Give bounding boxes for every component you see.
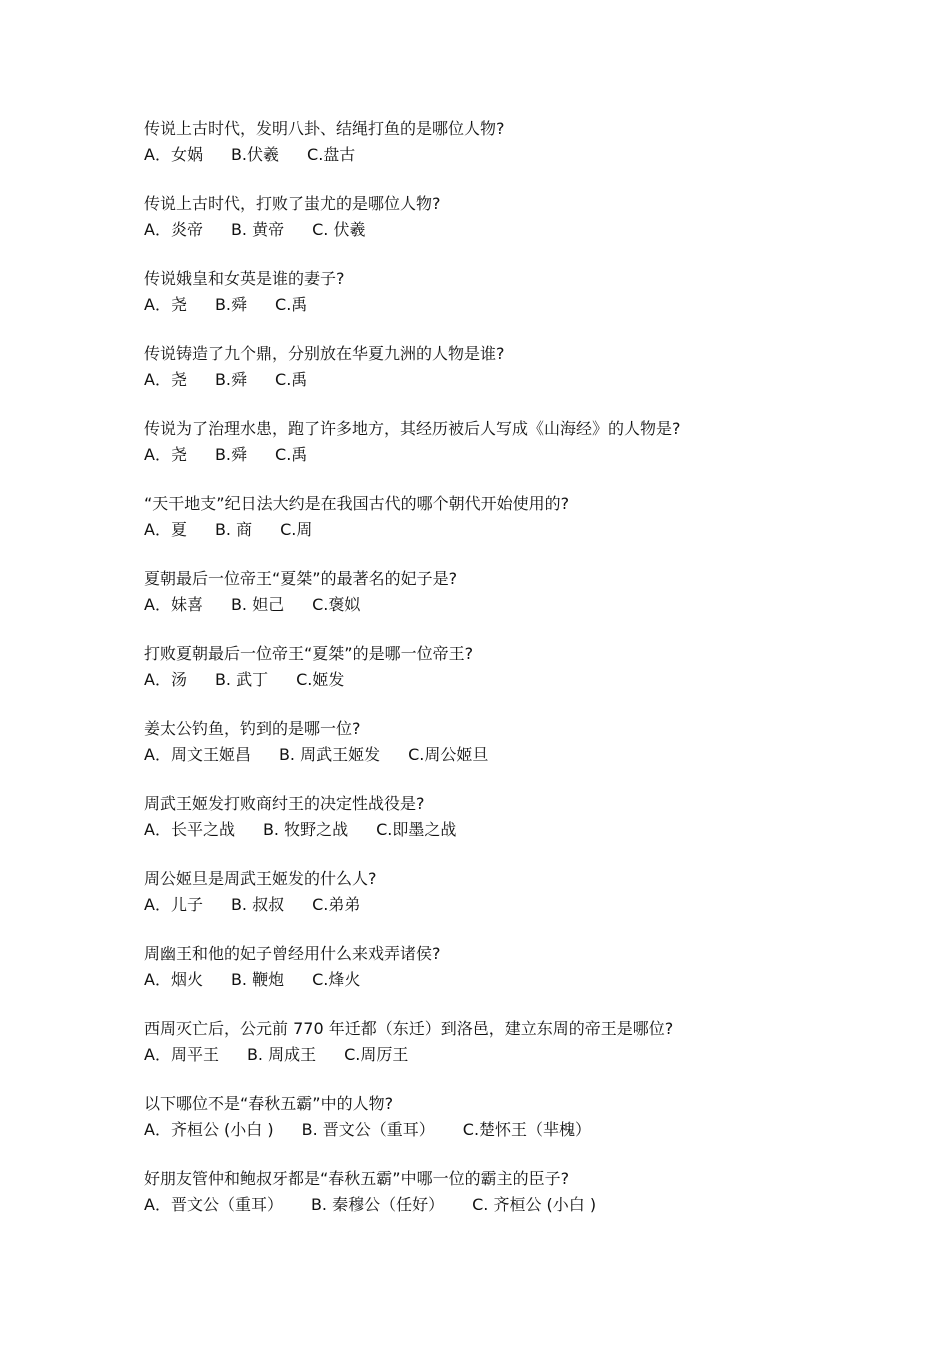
answer-option: B.舜 [214, 370, 248, 389]
question-text: 西周灭亡后，公元前 770 年迁都（东迁）到洛邑，建立东周的帝王是哪位? [144, 1019, 674, 1038]
answer-option: B. 商 [214, 520, 253, 539]
answer-option: B. 妲己 [230, 595, 285, 614]
question-text: 周幽王和他的妃子曾经用什么来戏弄诸侯? [144, 944, 441, 963]
answer-option: C.周厉王 [344, 1045, 409, 1064]
question-block [144, 718, 924, 793]
answer-option: A．晋文公（重耳） [144, 1195, 283, 1214]
answer-option: A．夏 [144, 520, 187, 539]
answer-option: C.即墨之战 [376, 820, 457, 839]
question-text: 打败夏朝最后一位帝王“夏桀”的是哪一位帝王? [144, 644, 474, 663]
options-row [144, 519, 924, 543]
answer-option: A．妹喜 [144, 595, 203, 614]
options-row [144, 669, 924, 693]
question-text: 传说为了治理水患，跑了许多地方，其经历被后人写成《山海经》的人物是? [144, 419, 681, 438]
options-row [144, 144, 924, 168]
question-block [144, 418, 924, 493]
options-row [144, 369, 924, 393]
answer-option: B.舜 [214, 295, 248, 314]
question-text: 传说铸造了九个鼎，分别放在华夏九洲的人物是谁? [144, 344, 505, 363]
question-block [144, 343, 924, 418]
answer-option: C.盘古 [307, 145, 356, 164]
answer-option: A．尧 [144, 445, 187, 464]
answer-option: C.褒姒 [312, 595, 361, 614]
answer-option: B.伏羲 [230, 145, 280, 164]
question-block [144, 1018, 924, 1093]
options-row [144, 744, 924, 768]
question-text: 传说娥皇和女英是谁的妻子? [144, 269, 345, 288]
options-row [144, 219, 924, 243]
answer-option: A．炎帝 [144, 220, 203, 239]
answer-option: A．尧 [144, 370, 187, 389]
options-row [144, 594, 924, 618]
options-row [144, 294, 924, 318]
question-text: 好朋友管仲和鲍叔牙都是“春秋五霸”中哪一位的霸主的臣子? [144, 1169, 570, 1188]
answer-option: C.姬发 [296, 670, 345, 689]
answer-option: B. 叔叔 [230, 895, 285, 914]
answer-option: C. 伏羲 [312, 220, 366, 239]
options-row [144, 444, 924, 468]
options-row [144, 1044, 924, 1068]
question-block [144, 568, 924, 643]
question-text: 姜太公钓鱼，钓到的是哪一位? [144, 719, 361, 738]
answer-option: A．儿子 [144, 895, 203, 914]
options-row [144, 894, 924, 918]
options-row [144, 969, 924, 993]
question-block [144, 943, 924, 1018]
answer-option: B.舜 [214, 445, 248, 464]
answer-option: A．周文王姬昌 [144, 745, 251, 764]
question-text: 传说上古时代，发明八卦、结绳打鱼的是哪位人物? [144, 119, 505, 138]
answer-option: B. 秦穆公（任好） [310, 1195, 445, 1214]
answer-option: A．女娲 [144, 145, 203, 164]
question-block [144, 643, 924, 718]
answer-option: C. 齐桓公 (小白 ) [472, 1195, 597, 1214]
answer-option: B. 晋文公（重耳） [301, 1120, 435, 1139]
answer-option: C.禹 [275, 445, 308, 464]
answer-option: C.周 [280, 520, 313, 539]
answer-option: A．烟火 [144, 970, 203, 989]
answer-option: C.楚怀王（芈槐） [462, 1120, 592, 1139]
question-text: 夏朝最后一位帝王“夏桀”的最著名的妃子是? [144, 569, 458, 588]
question-text: 传说上古时代，打败了蚩尤的是哪位人物? [144, 194, 441, 213]
options-row [144, 1119, 924, 1143]
question-text: 周武王姬发打败商纣王的决定性战役是? [144, 794, 425, 813]
answer-option: C.禹 [275, 295, 308, 314]
answer-option: A．齐桓公 (小白 ) [144, 1120, 274, 1139]
question-block [144, 193, 924, 268]
answer-option: A．汤 [144, 670, 187, 689]
question-text: “天干地支”纪日法大约是在我国古代的哪个朝代开始使用的? [144, 494, 570, 513]
options-row [144, 819, 924, 843]
question-block [144, 268, 924, 343]
answer-option: A．尧 [144, 295, 187, 314]
answer-option: B. 周成王 [246, 1045, 317, 1064]
answer-option: B. 牧野之战 [262, 820, 349, 839]
quiz-page [144, 118, 924, 1243]
answer-option: A．周平王 [144, 1045, 219, 1064]
question-block [144, 493, 924, 568]
question-block [144, 118, 924, 193]
answer-option: B. 武丁 [214, 670, 269, 689]
answer-option: C.周公姬旦 [408, 745, 489, 764]
answer-option: B. 黄帝 [230, 220, 285, 239]
answer-option: C.弟弟 [312, 895, 361, 914]
question-text: 周公姬旦是周武王姬发的什么人? [144, 869, 377, 888]
question-block [144, 1168, 924, 1243]
question-block [144, 868, 924, 943]
answer-option: B. 鞭炮 [230, 970, 285, 989]
question-text: 以下哪位不是“春秋五霸”中的人物? [144, 1094, 394, 1113]
answer-option: C.烽火 [312, 970, 361, 989]
answer-option: B. 周武王姬发 [278, 745, 381, 764]
question-block [144, 793, 924, 868]
question-block [144, 1093, 924, 1168]
options-row [144, 1194, 924, 1218]
answer-option: A．长平之战 [144, 820, 235, 839]
answer-option: C.禹 [275, 370, 308, 389]
